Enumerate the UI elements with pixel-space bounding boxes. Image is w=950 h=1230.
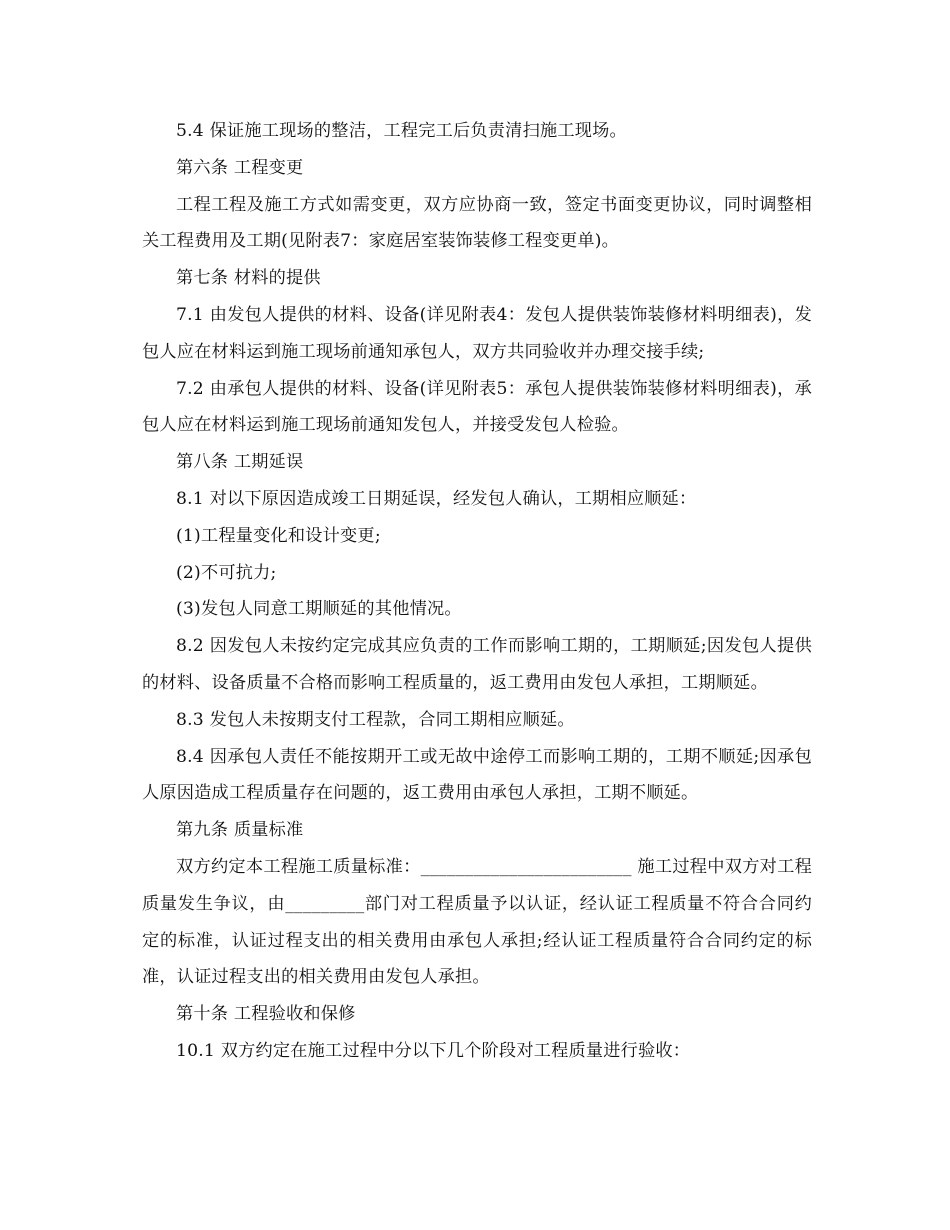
clause-5-4: 5.4 保证施工现场的整洁，工程完工后负责清扫施工现场。 bbox=[176, 121, 627, 141]
clause-8-1: 8.1 对以下原因造成竣工日期延误，经发包人确认，工期相应顺延： bbox=[176, 488, 697, 509]
clause-9-text: 双方约定本工程施工质量标准：________________________ 施工过程中双方对工程质量发生争议，由_________部门对工程质量予以认证，经认证工程质量不符合合同约定的标准，认证过程支出的相关费用由承包人承担;经认证工程质量符合合同约定的标准，认证过程支出的相关费用由发包人承担。 bbox=[142, 856, 812, 988]
section-heading-7: 第七条 材料的提供 bbox=[176, 268, 321, 289]
section-heading-8: 第八条 工期延误 bbox=[176, 452, 304, 473]
list-item-1: (1)工程量变化和设计变更; bbox=[176, 525, 381, 546]
clause-10-1: 10.1 双方约定在施工过程中分以下几个阶段对工程质量进行验收： bbox=[176, 1040, 691, 1061]
clause-7-1: 7.1 由发包人提供的材料、设备(详见附表4：发包人提供装饰装修材料明细表)，发包人应在材料运到施工现场前通知承包人，双方共同验收并办理交接手续; bbox=[142, 304, 812, 362]
document-body bbox=[142, 113, 812, 1070]
list-item-3: (3)发包人同意工期顺延的其他情况。 bbox=[176, 599, 462, 620]
section-heading-10: 第十条 工程验收和保修 bbox=[176, 1004, 356, 1025]
section-heading-6: 第六条 工程变更 bbox=[176, 157, 304, 178]
clause-8-4: 8.4 因承包人责任不能按期开工或无故中途停工而影响工期的，工期不顺延;因承包人原因造成工程质量存在问题的，返工费用由承包人承担，工期不顺延。 bbox=[142, 746, 812, 804]
section-heading-9: 第九条 质量标准 bbox=[176, 820, 304, 841]
list-item-2: (2)不可抗力; bbox=[176, 562, 277, 583]
clause-8-3: 8.3 发包人未按期支付工程款，合同工期相应顺延。 bbox=[176, 709, 575, 730]
clause-7-2: 7.2 由承包人提供的材料、设备(详见附表5：承包人提供装饰装修材料明细表)，承包人应在材料运到施工现场前通知发包人，并接受发包人检验。 bbox=[142, 378, 812, 436]
clause-8-2: 8.2 因发包人未按约定完成其应负责的工作而影响工期的，工期顺延;因发包人提供的材料、设备质量不合格而影响工程质量的，返工费用由发包人承担，工期顺延。 bbox=[142, 636, 812, 693]
clause-6-text: 工程工程及施工方式如需变更，双方应协商一致，签定书面变更协议，同时调整相关工程费用及工期(见附表7：家庭居室装饰装修工程变更单)。 bbox=[142, 194, 812, 252]
